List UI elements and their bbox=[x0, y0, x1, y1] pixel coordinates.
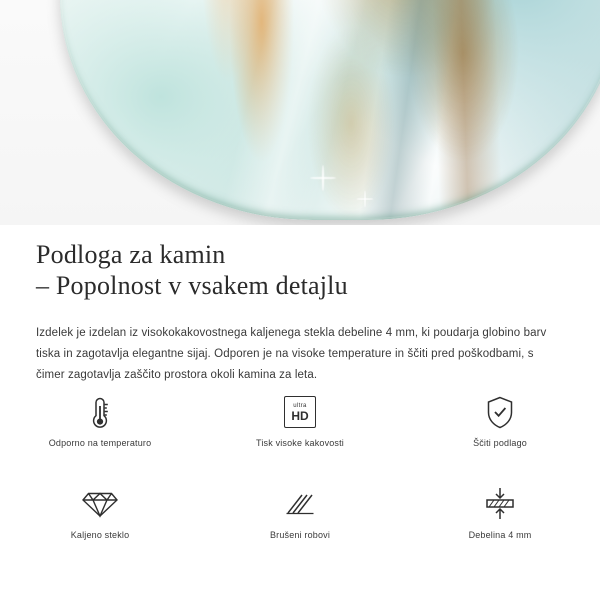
headline-line-1: Podloga za kamin bbox=[36, 240, 226, 269]
feature-temperature-resistant bbox=[0, 390, 200, 468]
page-title bbox=[36, 239, 564, 301]
feature-list bbox=[0, 390, 600, 560]
headline-line-2: – Popolnost v vsakem detajlu bbox=[36, 271, 348, 300]
diamond-icon bbox=[80, 482, 120, 526]
feature-thickness bbox=[400, 482, 600, 560]
description-paragraph: Izdelek je izdelan iz visokokakovostnega kaljenega stekla debeline 4 mm, ki poudarja globino barv tiska in zagotavlja elegantne sijaj. Odporen je na visoke temperature in ščiti pred poškodbami, s čimer zagotavlja zaščito prostora okoli kamina za leta. bbox=[36, 327, 547, 381]
thickness-icon bbox=[480, 482, 520, 526]
feature-label: Tisk visoke kakovosti bbox=[256, 438, 344, 448]
thermometer-icon bbox=[83, 390, 117, 434]
hero-image bbox=[0, 0, 600, 225]
feature-surface-protection bbox=[400, 390, 600, 468]
feature-label: Brušeni robovi bbox=[269, 530, 331, 540]
ultra-hd-icon bbox=[284, 390, 316, 434]
feature-label: Ščiti podlago bbox=[473, 438, 527, 448]
ultra-hd-badge-top: ultra bbox=[293, 402, 307, 409]
marble-streaks-layer bbox=[60, 0, 600, 220]
polished-edges-icon bbox=[280, 482, 320, 526]
feature-label: Debelina 4 mm bbox=[468, 530, 532, 540]
description-content bbox=[0, 225, 600, 398]
feature-label: Odporno na temperaturo bbox=[48, 438, 152, 448]
feature-polished-edges bbox=[200, 482, 400, 560]
feature-print-quality bbox=[200, 390, 400, 468]
feature-tempered-glass bbox=[0, 482, 200, 560]
ultra-hd-badge-bottom: HD bbox=[291, 408, 309, 423]
feature-label: Kaljeno steklo bbox=[70, 530, 130, 540]
shield-check-icon bbox=[482, 390, 518, 434]
fireplace-glass-board-image bbox=[60, 0, 600, 220]
